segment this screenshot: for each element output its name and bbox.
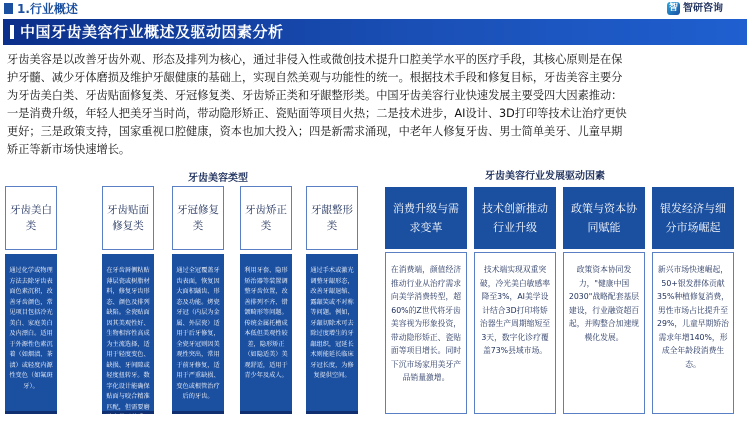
driver-desc-technology: 技术端实现双重突破，冷光美白敏感率降至3%，AI美学设计结合3D打印将矫治器生产周期缩短至3天，数字化诊疗覆盖73%县域市场。 bbox=[474, 252, 556, 414]
driver-name-policy: 政策与资本协同赋能 bbox=[563, 187, 645, 249]
driver-name-technology: 技术创新推动行业升级 bbox=[474, 187, 556, 249]
category-name-whitening: 牙齿美白类 bbox=[5, 186, 57, 250]
category-desc-whitening: 通过化学或物理方法去除牙齿表面色素沉积，改善牙齿颜色，常见项目包括冷光美白、家庭美白及内漂白。适用于外源性色素沉着（如烟渍、茶渍）或轻度内源性变色（如氟斑牙）。 bbox=[5, 254, 57, 414]
brand-name: 智研咨询 bbox=[683, 3, 723, 14]
page-title: 中国牙齿美容行业概述及驱动因素分析 bbox=[20, 23, 284, 41]
category-desc-veneer: 在牙齿唇侧粘贴薄层瓷或树脂材料，修复牙齿形态、颜色及排列缺陷。全瓷贴面因其美观性好、生物相容性高成为主流选择，适用于轻度变色、缺损、牙间隙或轻度扭转牙。数字化设计能确保贴面与咬合精准匹配，但需要磨除少量牙釉质。 bbox=[102, 254, 154, 414]
category-name-veneer: 牙齿贴面修复类 bbox=[102, 186, 154, 250]
category-desc-gum: 通过手术或激光调整牙龈形态，改善牙龈退缩、露龈笑或不对称等问题。例如，牙龈切除术可去除过度增生的牙龈组织，冠延长术则能延长临床牙冠长度，为修复提供空间。 bbox=[306, 254, 358, 414]
category-name-crown: 牙冠修复类 bbox=[172, 186, 224, 250]
category-desc-crown: 通过全冠覆盖牙齿表面，恢复因大面积龋齿、形态及功能。烤瓷牙冠（内层为金属、外层瓷）适用于后牙修复，全瓷牙冠则因美观性突出，常用于前牙修复，适用于严重缺损、变色或根管治疗后的牙齿。 bbox=[172, 254, 224, 414]
brand-logo-icon: 智 bbox=[668, 3, 678, 13]
intro-line: 为牙齿美白类、牙齿贴面修复类、牙冠修复类、牙齿矫正类和牙龈整形类。中国牙齿美容行业快速发展主要受四大因素推动： bbox=[7, 89, 623, 102]
drivers-title: 牙齿美容行业发展驱动因素 bbox=[485, 171, 605, 182]
intro-line: 护牙髓、减少牙体磨损及维护牙龈健康的基础上，实现自然美观与功能性的统一。根据技术手段和修复目标，牙齿美容主要分 bbox=[7, 71, 623, 84]
intro-line: 矫正等新市场快速增长。 bbox=[7, 143, 131, 156]
driver-desc-policy: 政策资本协同发力，"健康中国2030"战略配套基层建设，行业融资超百起，并购整合加速规模化发展。 bbox=[563, 252, 645, 414]
categories-title: 牙齿美容类型 bbox=[188, 173, 248, 184]
intro-paragraph bbox=[7, 51, 745, 159]
title-banner bbox=[3, 19, 747, 45]
section-marker-icon bbox=[4, 3, 13, 14]
intro-line: 一是消费升级，年轻人把美牙当时尚，带动隐形矫正、瓷贴面等项目火热；二是技术进步，AI设计、3D打印等技术让治疗更快 bbox=[7, 107, 627, 120]
title-marker-icon bbox=[10, 25, 14, 39]
intro-line: 更好；三是政策支持，国家重视口腔健康，资本也加大投入；四是新需求涌现，中老年人修复牙齿、男士简单美牙、儿童早期 bbox=[7, 125, 623, 138]
section-title: 1.行业概述 bbox=[17, 2, 78, 16]
top-bar bbox=[0, 0, 750, 18]
intro-line: 牙齿美容是以改善牙齿外观、形态及排列为核心，通过非侵入性或微创技术提升口腔美学水平的医疗手段，其核心原则是在保 bbox=[7, 53, 623, 66]
category-desc-orthodontic: 利用牙套、隐形矫治器等装置调整牙齿位置，改善排列不齐、错颌畸形等问题。传统金属托槽成本低但美观性较差，隐形矫正（如隐适美）美观舒适，适用于青少年及成人。 bbox=[240, 254, 292, 414]
driver-desc-silver-economy: 新兴市场快速崛起，50+银发群体贡献35%种植修复消费，男性市场占比提升至29%，儿童早期矫治需求年增140%，形成全年龄段消费生态。 bbox=[652, 252, 734, 414]
category-name-orthodontic: 牙齿矫正类 bbox=[240, 186, 292, 250]
driver-name-silver-economy: 银发经济与细分市场崛起 bbox=[652, 187, 734, 249]
driver-desc-consumption: 在消费端，颜值经济推动行业从治疗需求向美学消费转型，超60%的Z世代将牙齿美容视为形象投资，带动隐形矫正、瓷贴面等项目增长。同时下沉市场家用美牙产品销量激增。 bbox=[385, 252, 467, 414]
driver-name-consumption: 消费升级与需求变革 bbox=[385, 187, 467, 249]
category-name-gum: 牙龈整形类 bbox=[306, 186, 358, 250]
